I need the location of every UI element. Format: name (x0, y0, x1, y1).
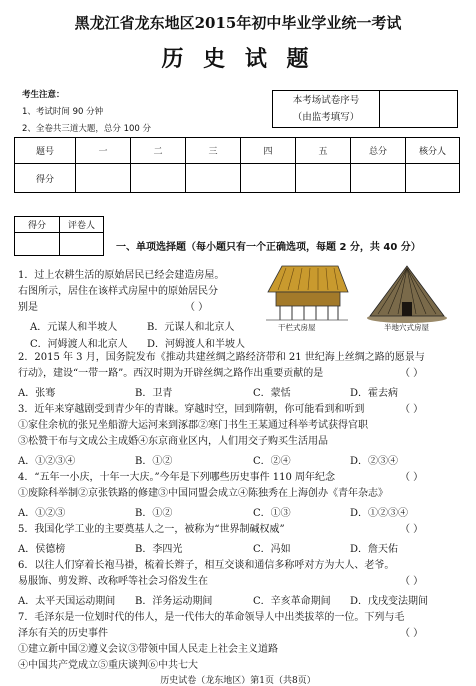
subject-title: 历 史 试 题 (161, 46, 315, 72)
score-cell[interactable] (131, 164, 186, 193)
q7-stem-line-1: 7．毛泽东是一位划时代的伟人，是一代伟大的革命领导人中出类拔萃的一位。下列与毛 (18, 612, 405, 623)
q1-answer-paren: （ ） (185, 302, 209, 313)
score-header-cell: 二 (131, 138, 186, 164)
q5-option-b[interactable]: B．李四光 (135, 544, 183, 555)
q1-stem-line-1: 1．过上农耕生活的原始居民已经会建造房屋。 (18, 270, 225, 281)
q2-answer-paren: （ ） (400, 368, 424, 379)
q3-stem-line-1: 3．近年来穿越剧受到青少年的青睐。穿越时空，回到隋朝，你可能看到和听到 (18, 404, 365, 415)
q1-option-d[interactable]: D．河姆渡人和半坡人 (147, 339, 246, 350)
score-row-label: 得分 (15, 164, 76, 193)
notes-item-1: 1、考试时间 90 分钟 (22, 107, 104, 117)
q1-option-a[interactable]: A．元谋人和半坡人 (30, 322, 118, 333)
score-header-cell: 题号 (15, 138, 76, 164)
q3-option-d[interactable]: D．②③④ (350, 456, 399, 467)
score-cell[interactable] (351, 164, 406, 193)
pit-house-caption: 半地穴式房屋 (384, 323, 429, 332)
q7-stem-line-2: 泽东有关的历史事件 (18, 628, 108, 639)
exam-title: 黑龙江省龙东地区2015年初中毕业学业统一考试 (74, 14, 402, 32)
notes-heading: 考生注意： (22, 90, 65, 100)
notes-item-2: 2、全卷共三道大题，总分 100 分 (22, 124, 152, 134)
seat-label-line-2: （由监考填写） (292, 112, 360, 123)
q7-stem-line-3: ①建立新中国②遵义会议③带领中国人民走上社会主义道路 (18, 644, 278, 655)
q1-option-c[interactable]: C．河姆渡人和北京人 (30, 339, 128, 350)
q4-answer-paren: （ ） (400, 472, 424, 483)
score-header-cell: 一 (76, 138, 131, 164)
q3-answer-paren: （ ） (400, 404, 424, 415)
q2-option-a[interactable]: A．张骞 (18, 388, 56, 399)
grader-score-label: 得分 (15, 217, 60, 233)
score-cell[interactable] (186, 164, 241, 193)
section-1-title: 一、单项选择题（每小题只有一个正确选项，每题 2 分，共 40 分） (116, 242, 421, 253)
q6-stem-line-2: 易服饰、剪发辫、改称呼等社会习俗发生在 (18, 576, 208, 587)
grader-score-field[interactable] (15, 233, 60, 256)
q2-stem-line-1: 2．2015 年 3 月，国务院发布《推动共建丝绸之路经济带和 21 世纪海上丝绸之路的愿景与 (18, 352, 425, 363)
score-cell[interactable] (76, 164, 131, 193)
q4-option-c[interactable]: C．①③ (253, 508, 291, 519)
score-header-cell: 四 (241, 138, 296, 164)
q3-option-c[interactable]: C．②④ (253, 456, 291, 467)
pit-house-image (362, 262, 452, 324)
score-cell[interactable] (296, 164, 351, 193)
q6-option-d[interactable]: D．戊戌变法期间 (350, 596, 429, 607)
q6-answer-paren: （ ） (400, 576, 424, 587)
score-header-cell: 总分 (351, 138, 406, 164)
q7-answer-paren: （ ） (400, 628, 424, 639)
stilt-house-image (262, 262, 352, 324)
q3-option-a[interactable]: A．①②③④ (18, 456, 76, 467)
grader-name-field[interactable] (60, 233, 104, 256)
q2-option-c[interactable]: C．蒙恬 (253, 388, 291, 399)
grader-name-label: 评卷人 (60, 217, 104, 233)
q4-option-a[interactable]: A．①②③ (18, 508, 66, 519)
q3-stem-line-3: ③松赞干布与文成公主成婚④东京商业区内，人们用交子购买生活用品 (18, 436, 328, 447)
q1-stem-line-3: 别是 (18, 302, 38, 313)
q7-stem-line-4: ④中国共产党成立⑤重庆谈判⑥中共七大 (18, 660, 198, 671)
seat-number-label (273, 91, 380, 128)
q6-option-c[interactable]: C．辛亥革命期间 (253, 596, 331, 607)
score-cell[interactable] (241, 164, 296, 193)
seat-number-box (272, 90, 458, 128)
q6-option-a[interactable]: A．太平天国运动期间 (18, 596, 116, 607)
score-header-cell: 核分人 (406, 138, 460, 164)
q6-stem-line-1: 6．以往人们穿着长袍马褂，梳着长辫子，相互交谈和通信多称呼对方为大人、老爷。 (18, 560, 395, 571)
q1-option-b[interactable]: B．元谋人和北京人 (147, 322, 235, 333)
seat-label-line-1: 本考场试卷序号 (292, 95, 360, 106)
q5-stem-line-1: 5．我国化学工业的主要奠基人之一，被称为“世界制碱权威” (18, 524, 285, 535)
q1-stem-line-2: 右图所示，居住在该样式房屋中的原始居民分 (18, 286, 218, 297)
q5-option-d[interactable]: D．詹天佑 (350, 544, 399, 555)
score-table-score-row (15, 164, 460, 193)
q3-option-b[interactable]: B．①② (135, 456, 173, 467)
stilt-house-caption: 干栏式房屋 (278, 323, 316, 332)
score-header-cell: 五 (296, 138, 351, 164)
q2-option-b[interactable]: B．卫青 (135, 388, 173, 399)
seat-number-field[interactable] (380, 91, 458, 128)
q4-stem-line-2: ①废除科举制②京张铁路的修建③中国同盟会成立④陈独秀在上海创办《青年杂志》 (18, 488, 388, 499)
q2-stem-line-2: 行动》，建设“一带一路”。西汉时期为开辟丝绸之路作出重要贡献的是 (18, 368, 324, 379)
q6-option-b[interactable]: B．洋务运动期间 (135, 596, 213, 607)
q2-option-d[interactable]: D．霍去病 (350, 388, 399, 399)
score-table (14, 137, 460, 193)
q5-option-a[interactable]: A．侯德榜 (18, 544, 66, 555)
q4-stem-line-1: 4．“五年一小庆，十年一大庆。”今年是下列哪些历史事件 110 周年纪念 (18, 472, 336, 483)
grader-box (14, 216, 104, 256)
page-footer: 历史试卷（龙东地区）第1页（共8页） (160, 676, 316, 686)
score-header-cell: 三 (186, 138, 241, 164)
q5-option-c[interactable]: C．冯如 (253, 544, 291, 555)
q4-option-b[interactable]: B．①② (135, 508, 173, 519)
q3-stem-line-2: ①家住余杭的张兄坐船游大运河来到涿郡②寒门书生王某通过科举考试获得官职 (18, 420, 368, 431)
q5-answer-paren: （ ） (400, 524, 424, 535)
score-table-header-row (15, 138, 460, 164)
score-cell[interactable] (406, 164, 460, 193)
q4-option-d[interactable]: D．①②③④ (350, 508, 409, 519)
